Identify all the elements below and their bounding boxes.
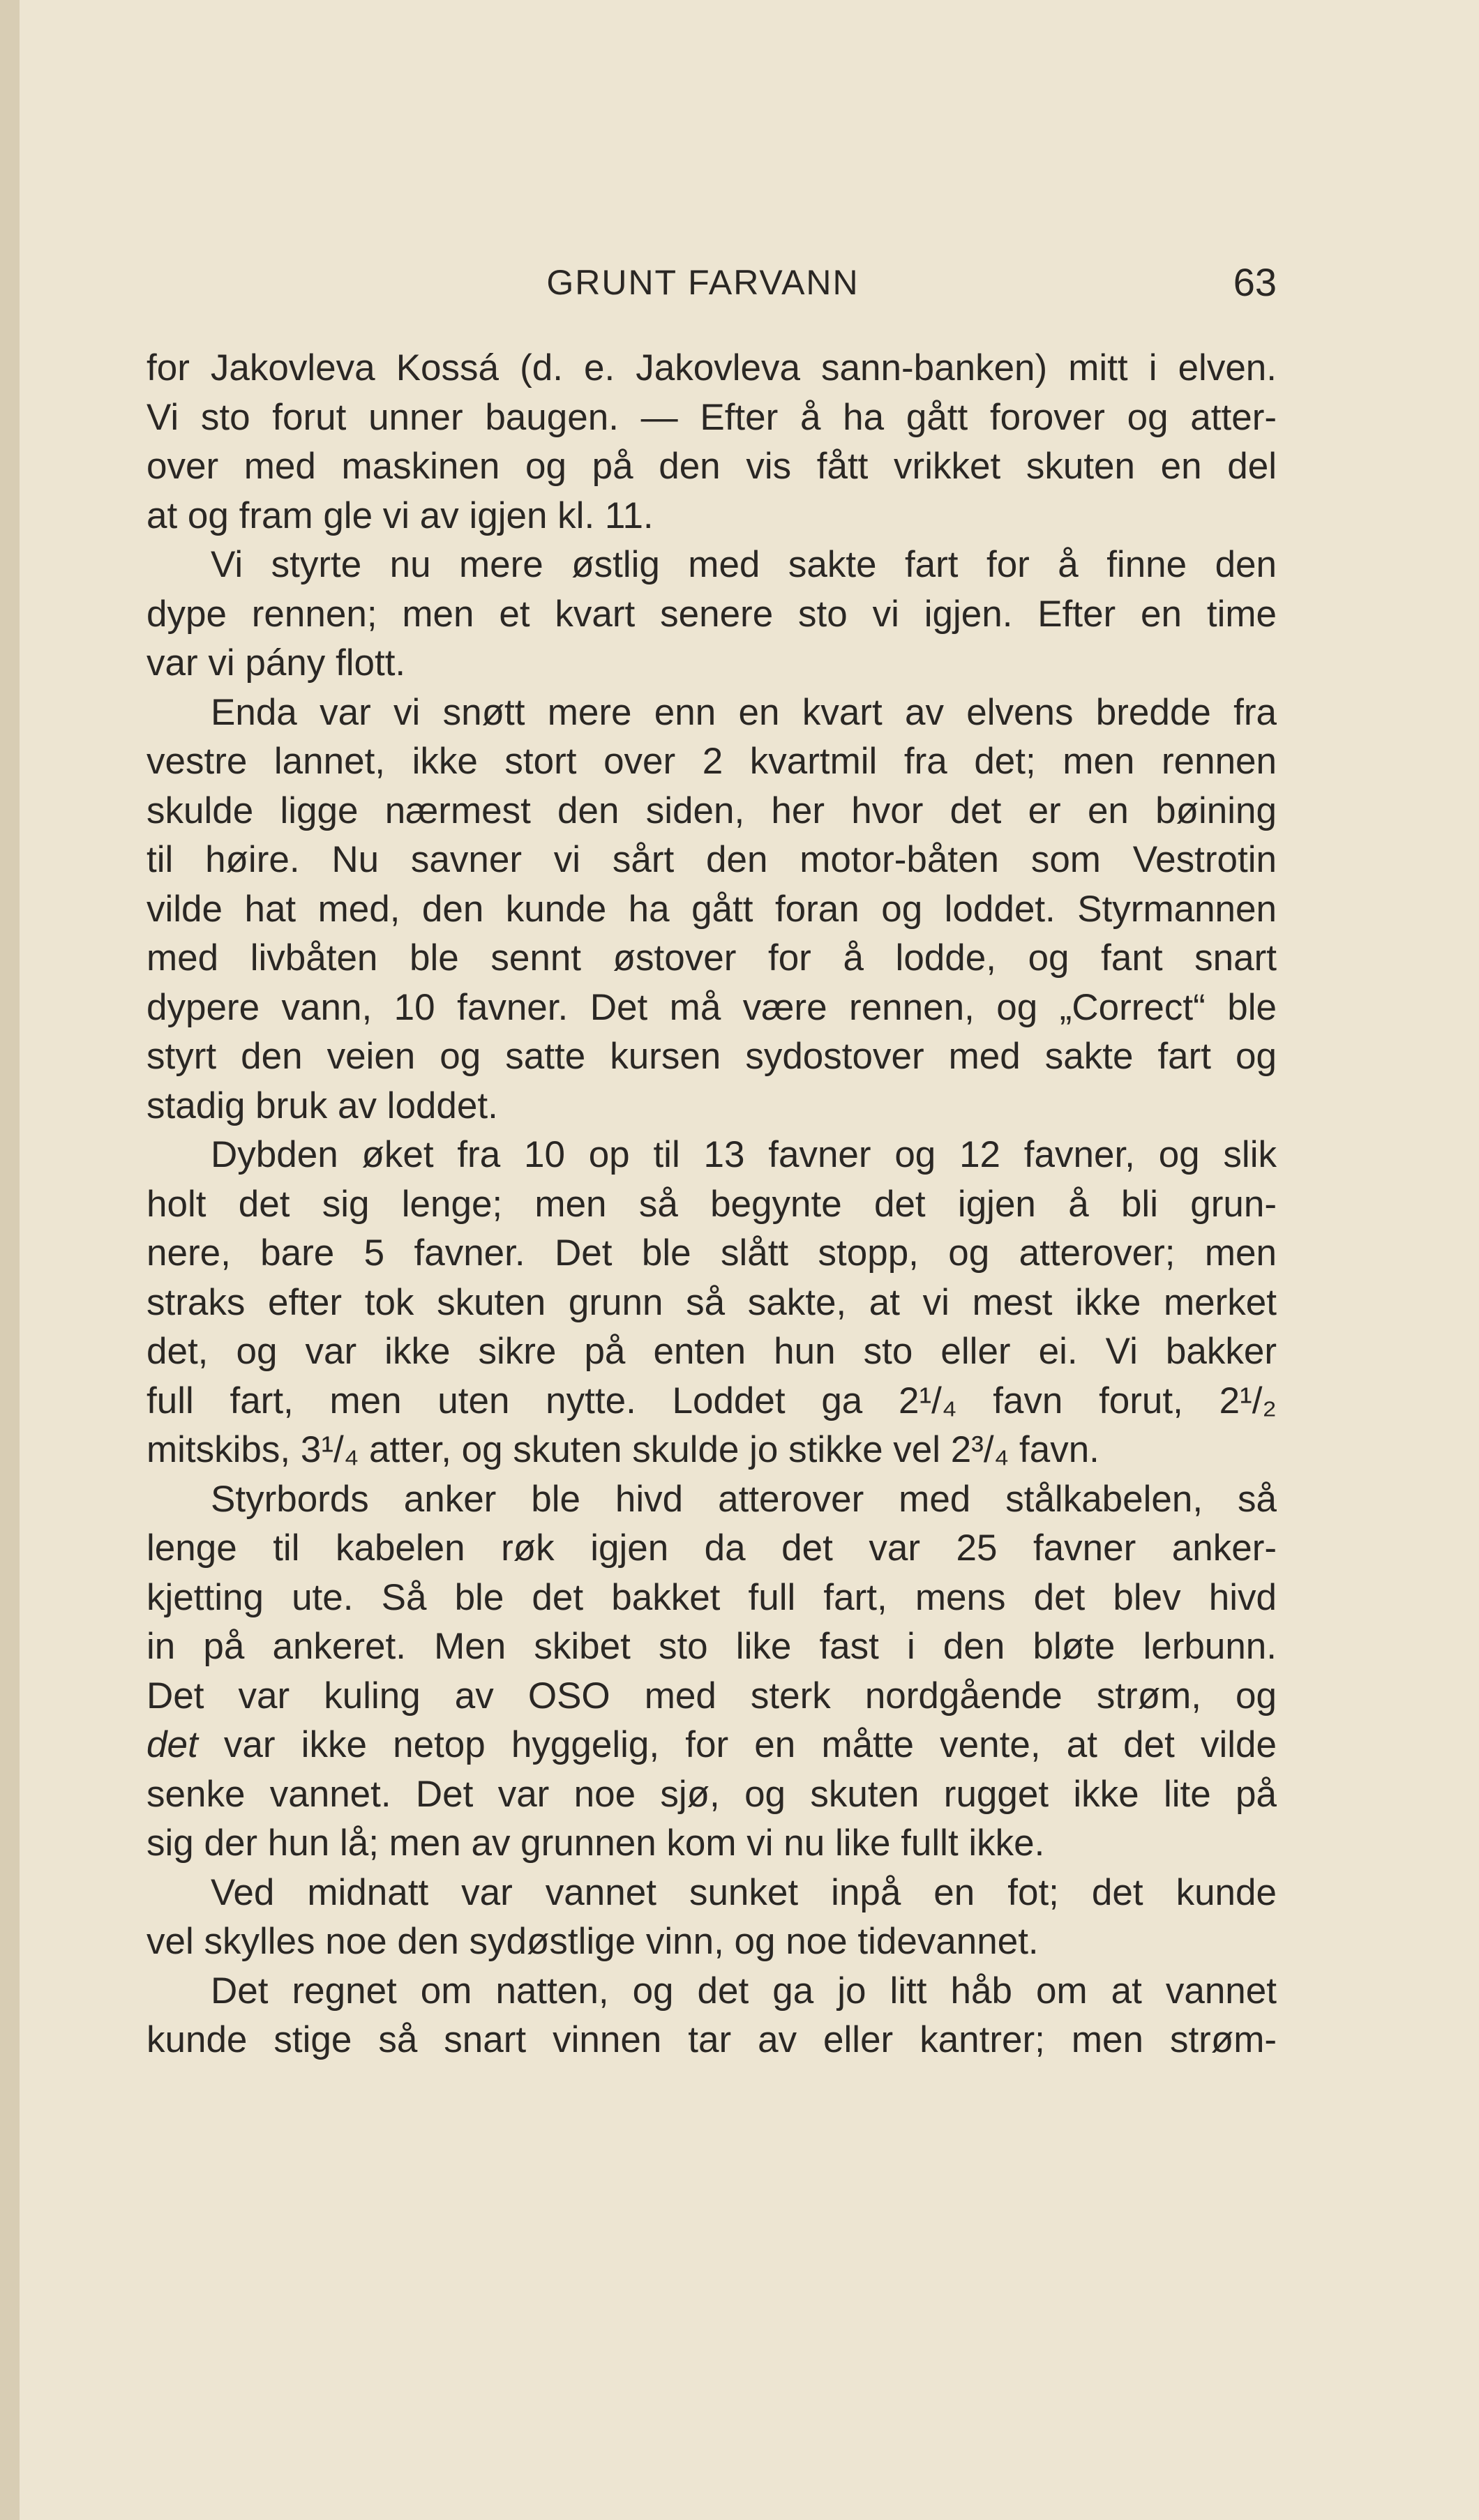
text-line	[147, 1967, 1277, 2016]
text-line	[147, 934, 1277, 983]
text-line-content: Dybden øket fra 10 op til 13 favner og 12 favner, og slik	[211, 1134, 1277, 1175]
text-line-content: in på ankeret. Men skibet sto like fast i den bløte lerbunn.	[147, 1626, 1277, 1667]
text-line-content: dypere vann, 10 favner. Det må være rennen, og „Correct“ ble	[147, 986, 1277, 1028]
text-line-content: Det regnet om natten, og det ga jo litt håb om at vannet	[211, 1970, 1277, 2012]
text-line	[147, 1229, 1277, 1278]
text-line	[147, 885, 1277, 935]
text-line-content: sig der hun lå; men av grunnen kom vi nu like fullt ikke.	[147, 1823, 1045, 1864]
text-line	[147, 2016, 1277, 2065]
page-binding-edge	[0, 0, 20, 2520]
text-line	[147, 344, 1277, 393]
text-line-content: dype rennen; men et kvart senere sto vi igjen. Efter en time	[147, 593, 1277, 635]
text-line-content: var ikke netop hyggelig, for en måtte vente, at det vilde	[197, 1724, 1277, 1765]
text-line-content: kunde stige så snart vinnen tar av eller kantrer; men strøm-	[147, 2019, 1277, 2060]
text-line-content: Vi sto forut unner baugen. — Efter å ha gått forover og atter-	[147, 396, 1277, 438]
text-line	[147, 1426, 1277, 1475]
text-line-content: Enda var vi snøtt mere enn en kvart av elvens bredde fra	[211, 691, 1277, 733]
text-line	[147, 1377, 1277, 1426]
text-line	[147, 1917, 1277, 1967]
page-number: 63	[1233, 260, 1277, 304]
text-line-content: at og fram gle vi av igjen kl. 11.	[147, 495, 654, 536]
text-line	[147, 1672, 1277, 1721]
text-line	[147, 1622, 1277, 1672]
text-line-content: det, og var ikke sikre på enten hun sto eller ei. Vi bakker	[147, 1331, 1277, 1372]
text-line-content: Vi styrte nu mere østlig med sakte fart for å finne den	[211, 544, 1277, 585]
text-line	[147, 787, 1277, 836]
text-line	[147, 1869, 1277, 1918]
text-line-content: styrt den veien og satte kursen sydostover med sakte fart og	[147, 1036, 1277, 1077]
running-head	[129, 251, 1277, 314]
italic-word: det	[147, 1724, 198, 1765]
text-line	[147, 639, 1277, 688]
text-line	[147, 1327, 1277, 1377]
text-line	[147, 1131, 1277, 1180]
text-line-content: nere, bare 5 favner. Det ble slått stopp, og atterover; men	[147, 1232, 1277, 1274]
text-line-content: til høire. Nu savner vi sårt den motor-båten som Vestrotin	[147, 839, 1277, 880]
text-line	[147, 442, 1277, 492]
text-line	[147, 836, 1277, 885]
text-line-content: vilde hat med, den kunde ha gått foran og loddet. Styrmannen	[147, 888, 1277, 930]
text-line	[147, 983, 1277, 1033]
text-line-content: for Jakovleva Kossá (d. e. Jakovleva sann-banken) mitt i elven.	[147, 347, 1277, 388]
text-line-content: Ved midnatt var vannet sunket inpå en fot; det kunde	[211, 1871, 1277, 1913]
body-text	[147, 344, 1277, 2065]
text-line-content: kjetting ute. Så ble det bakket full fart, mens det blev hivd	[147, 1576, 1277, 1618]
text-line-content: lenge til kabelen røk igjen da det var 25 favner anker-	[147, 1527, 1277, 1569]
text-line-content: full fart, men uten nytte. Loddet ga 2¹/₄ favn forut, 2¹/₂	[147, 1380, 1277, 1421]
text-line	[147, 1770, 1277, 1820]
text-line-content: skulde ligge nærmest den siden, her hvor det er en bøining	[147, 790, 1277, 831]
text-line-content: stadig bruk av loddet.	[147, 1085, 498, 1126]
text-line	[147, 1082, 1277, 1131]
text-line	[147, 1032, 1277, 1082]
text-line-content: senke vannet. Det var noe sjø, og skuten rugget ikke lite på	[147, 1773, 1277, 1815]
text-line-content: holt det sig lenge; men så begynte det igjen å bli grun-	[147, 1183, 1277, 1225]
text-line-content: var vi pány flott.	[147, 642, 406, 684]
text-line	[147, 1524, 1277, 1574]
text-line	[147, 1721, 1277, 1770]
text-line	[147, 1475, 1277, 1525]
text-line	[147, 737, 1277, 787]
text-line-content: vestre lannet, ikke stort over 2 kvartmil fra det; men rennen	[147, 741, 1277, 782]
text-line-content: straks efter tok skuten grunn så sakte, at vi mest ikke merket	[147, 1281, 1277, 1323]
text-line	[147, 1278, 1277, 1328]
text-line-content: med livbåten ble sennt østover for å lodde, og fant snart	[147, 937, 1277, 979]
text-line-content: over med maskinen og på den vis fått vrikket skuten en del	[147, 446, 1277, 487]
text-line	[147, 1574, 1277, 1623]
text-line	[147, 1180, 1277, 1230]
text-line	[147, 590, 1277, 640]
text-line	[147, 393, 1277, 443]
text-line-content: mitskibs, 3¹/₄ atter, og skuten skulde jo stikke vel 2³/₄ favn.	[147, 1429, 1099, 1470]
text-line-content: vel skylles noe den sydøstlige vinn, og noe tidevannet.	[147, 1921, 1039, 1962]
text-line	[147, 541, 1277, 590]
text-line	[147, 688, 1277, 738]
text-line-content: Styrbords anker ble hivd atterover med stålkabelen, så	[211, 1478, 1277, 1520]
text-line	[147, 492, 1277, 541]
text-line	[147, 1819, 1277, 1869]
text-line-content: Det var kuling av OSO med sterk nordgående strøm, og	[147, 1675, 1277, 1717]
running-title: GRUNT FARVANN	[546, 263, 859, 302]
